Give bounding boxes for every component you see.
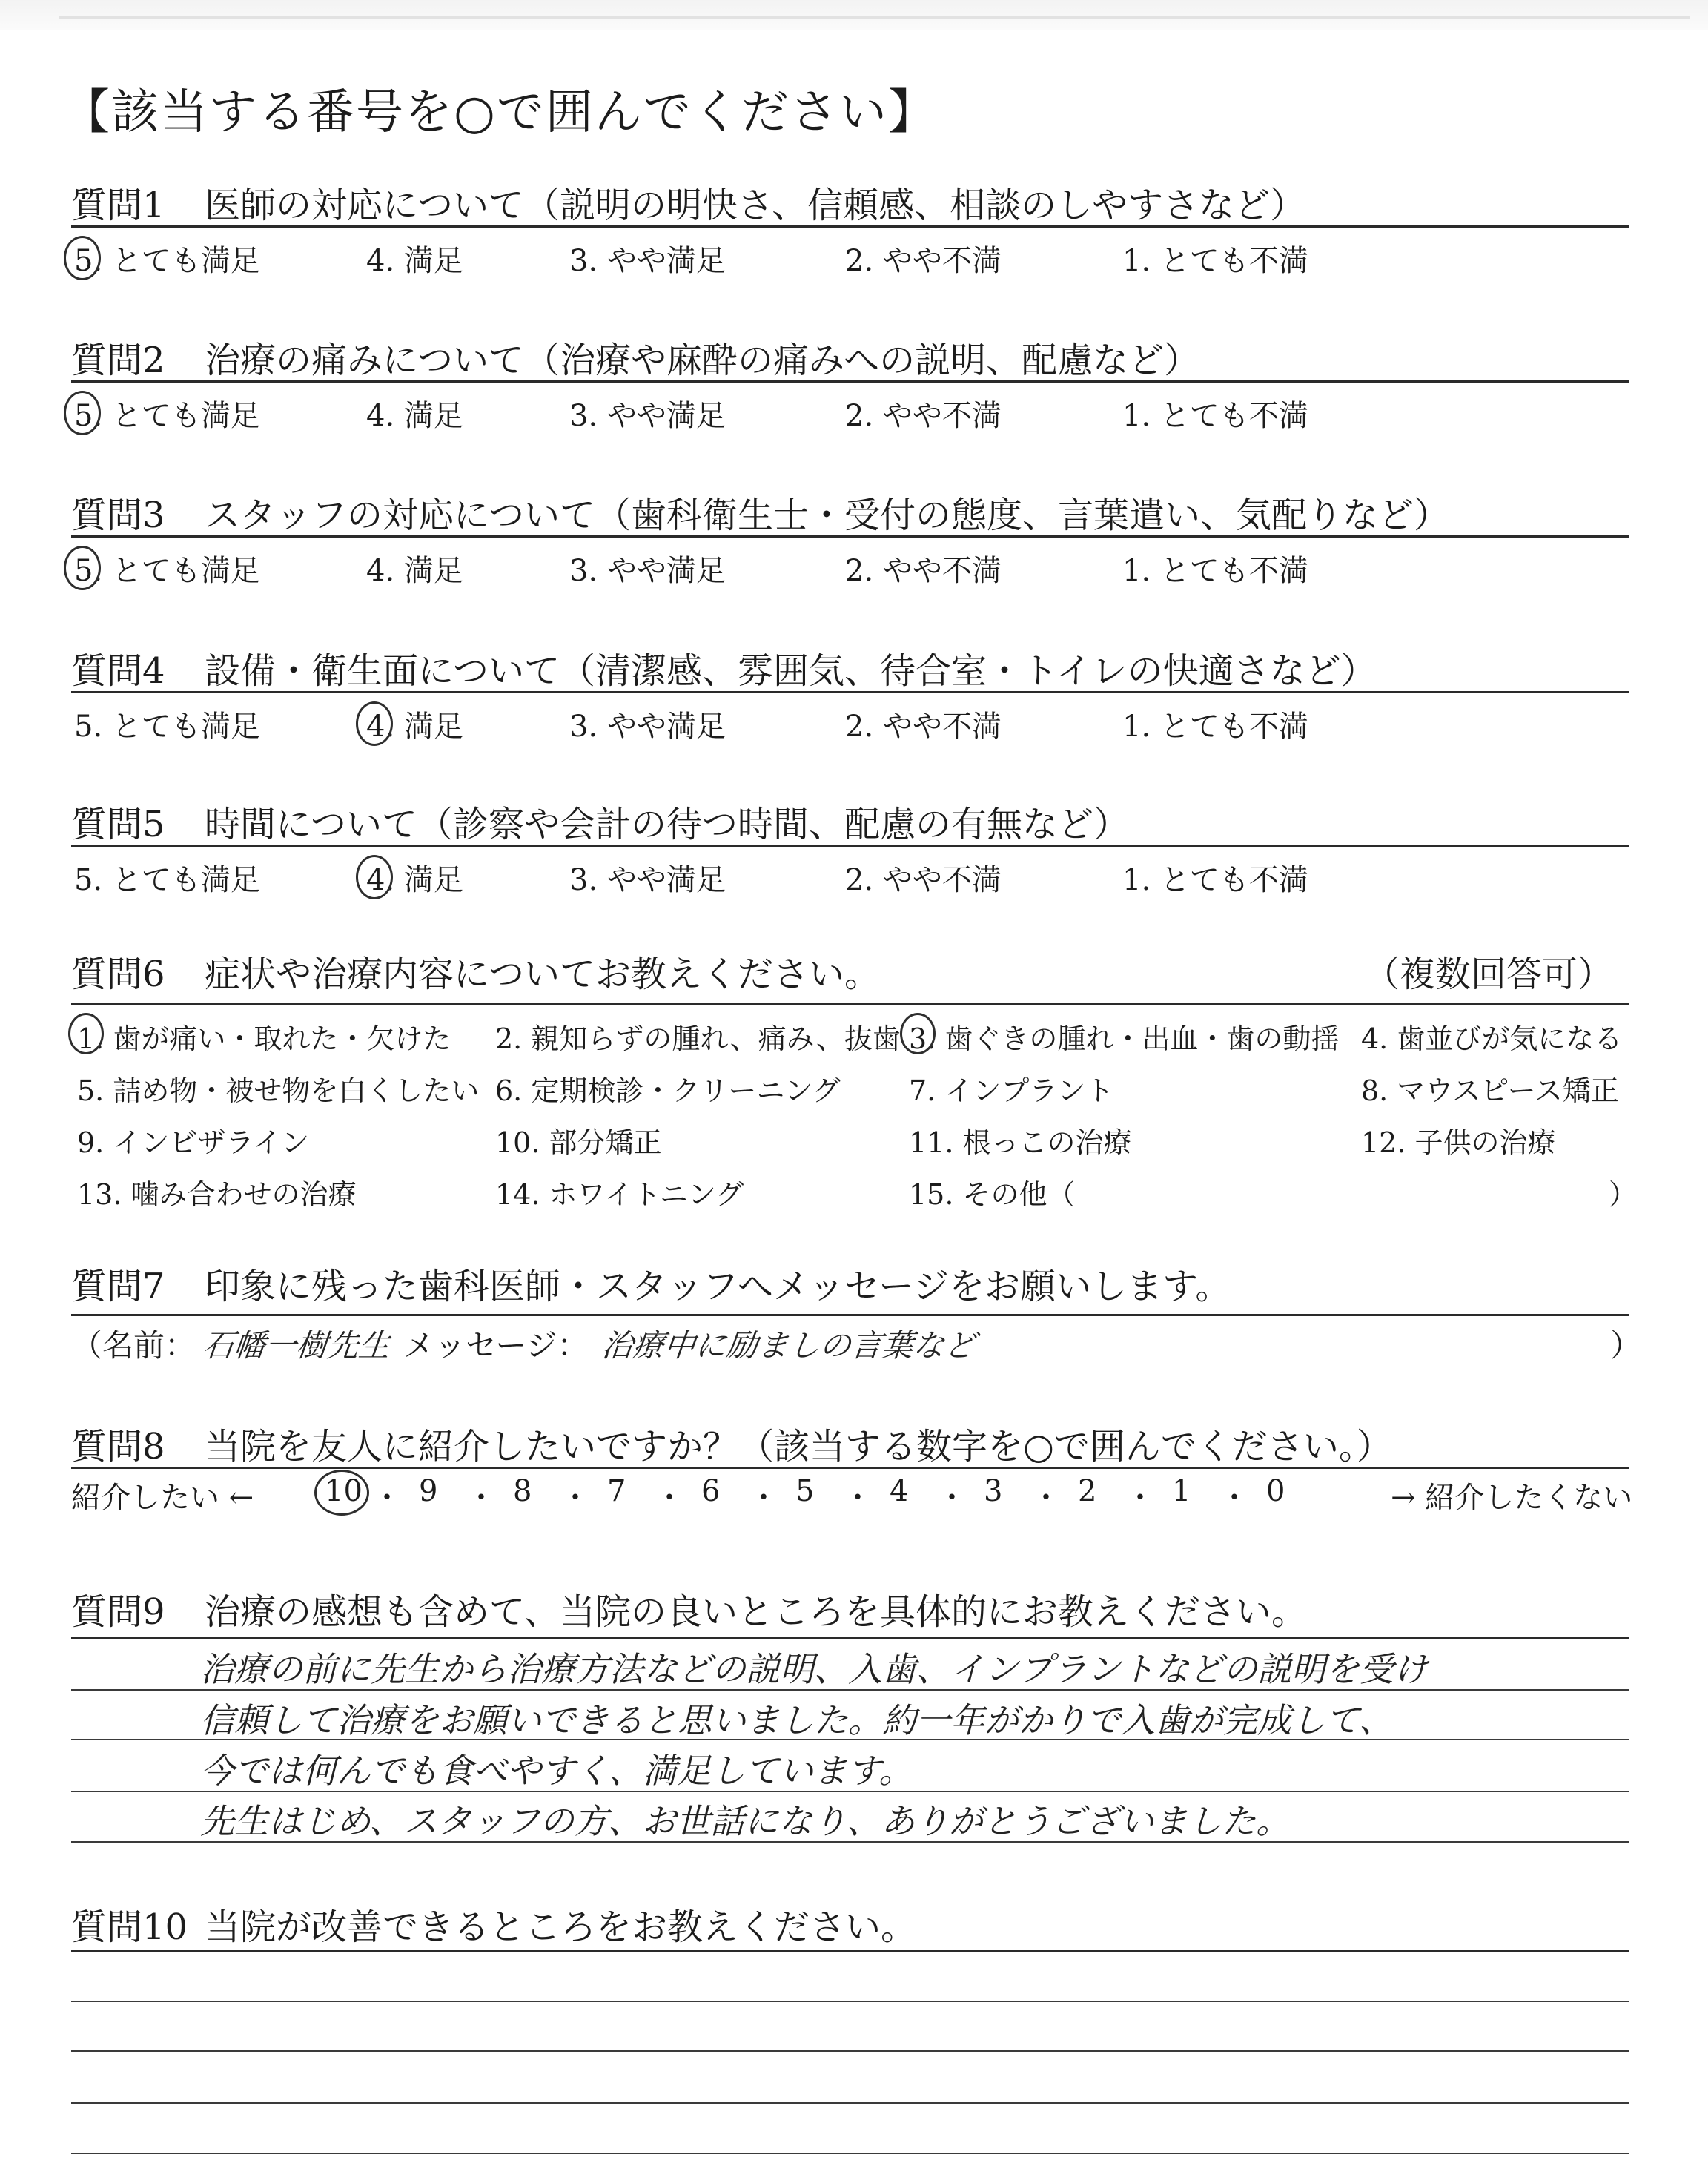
q6-other-close-paren: ） bbox=[1609, 1178, 1638, 1211]
q2-option-4[interactable]: 4. 満足 bbox=[366, 399, 463, 433]
q3-selection-circle bbox=[64, 546, 101, 590]
q5-option-3[interactable]: 3. やや満足 bbox=[569, 863, 726, 897]
q10-rule-0 bbox=[71, 1950, 1629, 1952]
q1-option-4[interactable]: 4. 満足 bbox=[366, 244, 463, 278]
q8-value-2[interactable]: 2 bbox=[1078, 1474, 1097, 1508]
q3-option-5[interactable]: 5. とても満足 bbox=[74, 554, 260, 588]
q8-value-8[interactable]: 8 bbox=[513, 1474, 532, 1508]
q1-text: 医師の対応について（説明の明快さ、信頼感、相談のしやすさなど） bbox=[205, 185, 1306, 226]
q8-value-9[interactable]: 9 bbox=[419, 1474, 438, 1508]
q2-selection-circle bbox=[64, 391, 101, 435]
q1-option-2[interactable]: 2. やや不満 bbox=[845, 244, 1002, 278]
q2-rule bbox=[71, 380, 1629, 383]
q8-separator-dot: ・ bbox=[1125, 1481, 1155, 1515]
q2-number: 質問2 bbox=[71, 340, 165, 381]
q6-option-1[interactable]: 1. 歯が痛い・取れた・欠けた bbox=[77, 1023, 451, 1055]
q6-option-8[interactable]: 8. マウスピース矯正 bbox=[1361, 1074, 1619, 1107]
q9-answer-line-3: 今では何んでも食べやすく、満足しています。 bbox=[200, 1751, 913, 1791]
q5-selection-circle bbox=[356, 855, 393, 899]
q8-separator-dot: ・ bbox=[560, 1481, 590, 1515]
q6-option-9[interactable]: 9. インビザライン bbox=[77, 1126, 310, 1159]
q8-separator-dot: ・ bbox=[466, 1481, 496, 1515]
q9-rule-0 bbox=[71, 1637, 1629, 1639]
q3-title bbox=[71, 486, 1449, 538]
q4-selection-circle bbox=[356, 701, 393, 746]
q6-option-14[interactable]: 14. ホワイトニング bbox=[495, 1178, 744, 1211]
q5-text: 時間について（診察や会計の待つ時間、配慮の有無など） bbox=[205, 804, 1130, 845]
q8-value-6[interactable]: 6 bbox=[701, 1474, 721, 1508]
q5-rule bbox=[71, 845, 1629, 847]
q4-title bbox=[71, 642, 1377, 693]
q7-message-value: 治療中に励ましの言葉など bbox=[599, 1327, 977, 1364]
q5-number: 質問5 bbox=[71, 804, 165, 845]
q3-option-1[interactable]: 1. とても不満 bbox=[1122, 554, 1308, 588]
q3-rule bbox=[71, 535, 1629, 538]
q3-text: スタッフの対応について（歯科衛生士・受付の態度、言葉遣い、気配りなど） bbox=[205, 495, 1450, 536]
q4-text: 設備・衛生面について（清潔感、雰囲気、待合室・トイレの快適さなど） bbox=[205, 650, 1377, 692]
q9-number: 質問9 bbox=[71, 1591, 165, 1633]
q4-option-4[interactable]: 4. 満足 bbox=[366, 710, 463, 744]
q8-separator-dot: ・ bbox=[1219, 1481, 1249, 1515]
q7-message-label: メッセージ： bbox=[403, 1327, 589, 1364]
q6-rule bbox=[71, 1003, 1629, 1005]
q8-value-3[interactable]: 3 bbox=[984, 1474, 1003, 1508]
q2-title bbox=[71, 331, 1199, 383]
q7-text: 印象に残った歯科医師・スタッフへメッセージをお願いします。 bbox=[205, 1266, 1231, 1307]
q8-separator-dot: ・ bbox=[843, 1481, 873, 1515]
q10-text: 当院が改善できるところをお教えください。 bbox=[205, 1906, 917, 1948]
q7-rule bbox=[71, 1314, 1629, 1316]
q5-option-4[interactable]: 4. 満足 bbox=[366, 863, 463, 897]
q7-close-paren: ） bbox=[1610, 1327, 1642, 1364]
q8-value-1[interactable]: 1 bbox=[1172, 1474, 1191, 1508]
q4-option-1[interactable]: 1. とても不満 bbox=[1122, 710, 1308, 744]
q7-number: 質問7 bbox=[71, 1266, 165, 1307]
q8-value-7[interactable]: 7 bbox=[607, 1474, 626, 1508]
q6-option-11[interactable]: 11. 根っこの治療 bbox=[909, 1126, 1132, 1159]
q4-option-3[interactable]: 3. やや満足 bbox=[569, 710, 726, 744]
q1-title bbox=[71, 176, 1305, 228]
q1-number: 質問1 bbox=[71, 185, 165, 226]
q7-name-value: 石幡一樹先生 bbox=[201, 1327, 392, 1364]
q7-answer-line bbox=[71, 1321, 976, 1366]
q9-title bbox=[71, 1583, 1307, 1634]
q3-option-2[interactable]: 2. やや不満 bbox=[845, 554, 1002, 588]
q6-selection-circle bbox=[68, 1013, 104, 1054]
q8-text: 当院を友人に紹介したいですか？（該当する数字を○で囲んでください。） bbox=[205, 1426, 1392, 1467]
q5-option-5[interactable]: 5. とても満足 bbox=[74, 863, 260, 897]
q10-rule-3 bbox=[71, 2102, 1629, 2104]
q6-option-6[interactable]: 6. 定期検診・クリーニング bbox=[495, 1074, 841, 1107]
q6-text: 症状や治療内容についてお教えください。 bbox=[205, 954, 881, 995]
q10-rule-1 bbox=[71, 2001, 1629, 2002]
q8-value-10[interactable]: 10 bbox=[325, 1474, 363, 1508]
q4-option-5[interactable]: 5. とても満足 bbox=[74, 710, 260, 744]
q8-separator-dot: ・ bbox=[372, 1481, 402, 1515]
q9-answer-line-4: 先生はじめ、スタッフの方、お世話になり、ありがとうございました。 bbox=[200, 1801, 1291, 1841]
q6-title bbox=[71, 945, 880, 997]
q1-option-3[interactable]: 3. やや満足 bbox=[569, 244, 726, 278]
q4-option-2[interactable]: 2. やや不満 bbox=[845, 710, 1002, 744]
q3-option-4[interactable]: 4. 満足 bbox=[366, 554, 463, 588]
q8-value-5[interactable]: 5 bbox=[795, 1474, 815, 1508]
q2-option-3[interactable]: 3. やや満足 bbox=[569, 399, 726, 433]
q10-number: 質問10 bbox=[71, 1906, 188, 1948]
q8-separator-dot: ・ bbox=[937, 1481, 967, 1515]
q5-option-1[interactable]: 1. とても不満 bbox=[1122, 863, 1308, 897]
scan-edge bbox=[0, 0, 1708, 30]
q6-option-10[interactable]: 10. 部分矯正 bbox=[495, 1126, 662, 1159]
q10-title bbox=[71, 1898, 916, 1949]
q8-number: 質問8 bbox=[71, 1426, 165, 1467]
q8-rule bbox=[71, 1467, 1629, 1469]
q6-multiple-note: （複数回答可） bbox=[1364, 954, 1614, 995]
q5-title bbox=[71, 796, 1129, 847]
q6-option-4[interactable]: 4. 歯並びが気になる bbox=[1361, 1023, 1623, 1055]
page-heading: 【該当する番号を○で囲んでください】 bbox=[62, 85, 937, 140]
q8-value-4[interactable]: 4 bbox=[890, 1474, 909, 1508]
q6-option-12[interactable]: 12. 子供の治療 bbox=[1361, 1126, 1556, 1159]
scan-edge-line bbox=[59, 16, 1690, 19]
q4-rule bbox=[71, 691, 1629, 693]
q8-right-label: → 紹介したくない bbox=[1391, 1481, 1633, 1515]
q2-text: 治療の痛みについて（治療や麻酔の痛みへの説明、配慮など） bbox=[205, 340, 1200, 381]
q6-option-15[interactable]: 15. その他（ bbox=[909, 1178, 1076, 1211]
q8-separator-dot: ・ bbox=[1031, 1481, 1061, 1515]
q8-separator-dot: ・ bbox=[749, 1481, 778, 1515]
q7-title bbox=[71, 1258, 1231, 1309]
q6-option-2[interactable]: 2. 親知らずの腫れ、痛み、抜歯 bbox=[495, 1023, 901, 1055]
q6-option-5[interactable]: 5. 詰め物・被せ物を白くしたい bbox=[77, 1074, 480, 1107]
q8-selection-circle bbox=[314, 1470, 369, 1516]
q10-rule-2 bbox=[71, 2050, 1629, 2052]
q3-option-3[interactable]: 3. やや満足 bbox=[569, 554, 726, 588]
q6-option-13[interactable]: 13. 噛み合わせの治療 bbox=[77, 1178, 357, 1211]
q5-option-2[interactable]: 2. やや不満 bbox=[845, 863, 1002, 897]
q1-option-5[interactable]: 5. とても満足 bbox=[74, 244, 260, 278]
q9-answer-line-2: 信頼して治療をお願いできると思いました。約一年がかりで入歯が完成して、 bbox=[200, 1700, 1394, 1740]
q8-separator-dot: ・ bbox=[655, 1481, 684, 1515]
q9-text: 治療の感想も含めて、当院の良いところを具体的にお教えください。 bbox=[205, 1591, 1308, 1633]
q4-number: 質問4 bbox=[71, 650, 165, 692]
q1-rule bbox=[71, 225, 1629, 228]
q10-rule-4 bbox=[71, 2153, 1629, 2154]
q8-title bbox=[71, 1418, 1392, 1469]
q7-name-label: （名前： bbox=[71, 1327, 196, 1364]
q9-answer-line-1: 治療の前に先生から治療方法などの説明、入歯、インプラントなどの説明を受け bbox=[200, 1649, 1428, 1689]
q6-option-3[interactable]: 3. 歯ぐきの腫れ・出血・歯の動揺 bbox=[909, 1023, 1340, 1055]
q2-option-5[interactable]: 5. とても満足 bbox=[74, 399, 260, 433]
q1-option-1[interactable]: 1. とても不満 bbox=[1122, 244, 1308, 278]
q8-value-0[interactable]: 0 bbox=[1266, 1474, 1285, 1508]
q1-selection-circle bbox=[64, 236, 101, 280]
q6-selection-circle bbox=[900, 1013, 936, 1054]
q3-number: 質問3 bbox=[71, 495, 165, 536]
q8-left-label: 紹介したい ← bbox=[71, 1481, 254, 1515]
q6-option-7[interactable]: 7. インプラント bbox=[909, 1074, 1114, 1107]
q6-number: 質問6 bbox=[71, 954, 165, 995]
q2-option-2[interactable]: 2. やや不満 bbox=[845, 399, 1002, 433]
q2-option-1[interactable]: 1. とても不満 bbox=[1122, 399, 1308, 433]
